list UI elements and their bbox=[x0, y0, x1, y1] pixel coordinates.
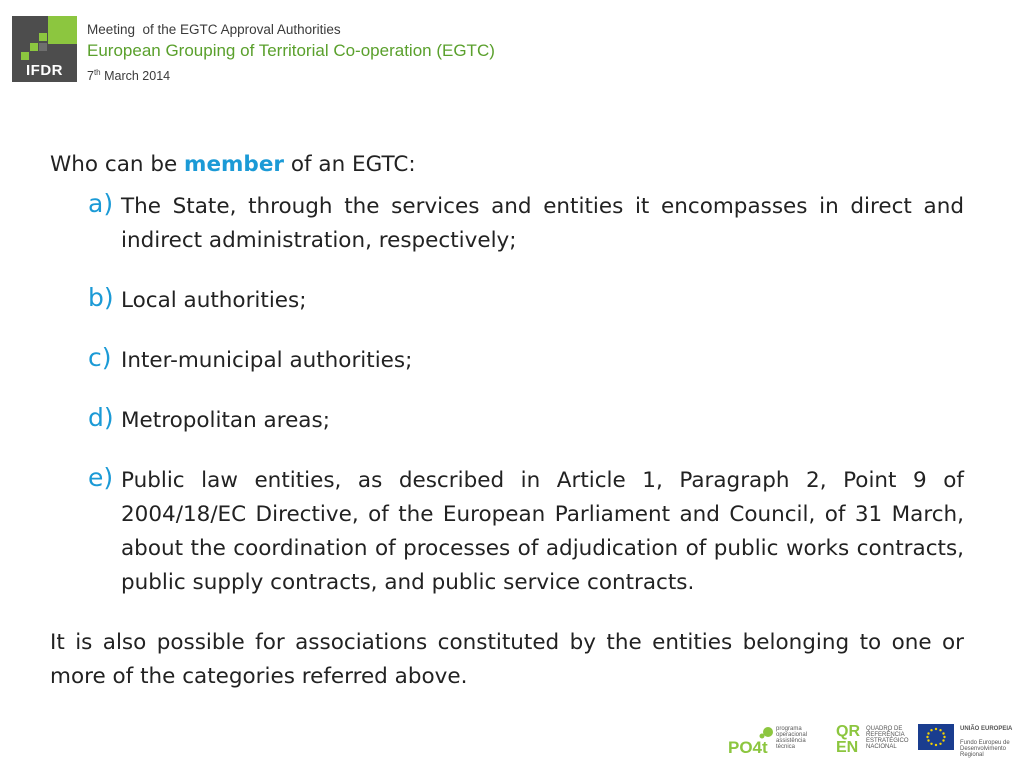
ifdr-logo bbox=[12, 16, 77, 82]
list-marker: d) bbox=[88, 403, 114, 432]
date-day: 7 bbox=[87, 69, 94, 84]
list-item bbox=[50, 190, 964, 258]
list-item-text: Metropolitan areas; bbox=[121, 408, 330, 433]
list-item-text: Local authorities; bbox=[121, 288, 307, 313]
list-item bbox=[50, 284, 964, 318]
list-marker: a) bbox=[88, 189, 114, 218]
slide-content bbox=[50, 148, 964, 626]
list-item-text: The State, through the services and entities it encompasses in direct and indirect administration, respectively; bbox=[121, 194, 964, 253]
footer-logos bbox=[728, 724, 1018, 760]
list-item bbox=[50, 344, 964, 378]
intro-after: of an EGTC: bbox=[284, 152, 416, 177]
logo-text: IFDR bbox=[26, 62, 63, 79]
list-item-text: Inter-municipal authorities; bbox=[121, 348, 413, 373]
list-item-text: Public law entities, as described in Article 1, Paragraph 2, Point 9 of 2004/18/EC Directive, of the European Parliament and Council, of 31 March, about the coordination of processes of adjudication of public works contracts, public supply contracts, and public service contracts. bbox=[121, 468, 964, 595]
intro-before: Who can be bbox=[50, 152, 185, 177]
eu-title: UNIÃO EUROPEIA bbox=[960, 726, 1013, 732]
qren-logo bbox=[836, 723, 909, 760]
qren-text: QUADRO DE REFERÊNCIA ESTRATÉGICO NACIONAL bbox=[866, 726, 909, 750]
date-rest: March 2014 bbox=[100, 69, 171, 84]
member-list bbox=[50, 190, 964, 600]
date-superscript: th bbox=[93, 68, 101, 77]
closing-text: It is also possible for associations constituted by the entities belonging to one or more of the categories referred above. bbox=[50, 630, 964, 689]
header-date bbox=[87, 68, 170, 83]
poat-logo bbox=[728, 724, 820, 760]
list-item bbox=[50, 464, 964, 600]
list-marker: b) bbox=[88, 283, 114, 312]
intro-highlight: member bbox=[184, 152, 285, 177]
header-meeting-title: Meeting of the EGTC Approval Authorities bbox=[87, 22, 341, 37]
eu-logo bbox=[918, 724, 1013, 760]
eu-flag-icon bbox=[918, 724, 954, 750]
poat-mark: PO4t bbox=[728, 738, 768, 757]
qren-mark: QR EN bbox=[836, 723, 860, 756]
closing-paragraph bbox=[50, 626, 964, 694]
header-egtc-title: European Grouping of Territorial Co-operation (EGTC) bbox=[87, 41, 495, 60]
eu-text: Fundo Europeu de Desenvolvimento Regional bbox=[960, 740, 1010, 758]
list-marker: c) bbox=[88, 343, 112, 372]
poat-text: programa operacional assistência técnica bbox=[776, 726, 808, 750]
intro-question bbox=[50, 148, 964, 182]
list-item bbox=[50, 404, 964, 438]
list-marker: e) bbox=[88, 463, 114, 492]
